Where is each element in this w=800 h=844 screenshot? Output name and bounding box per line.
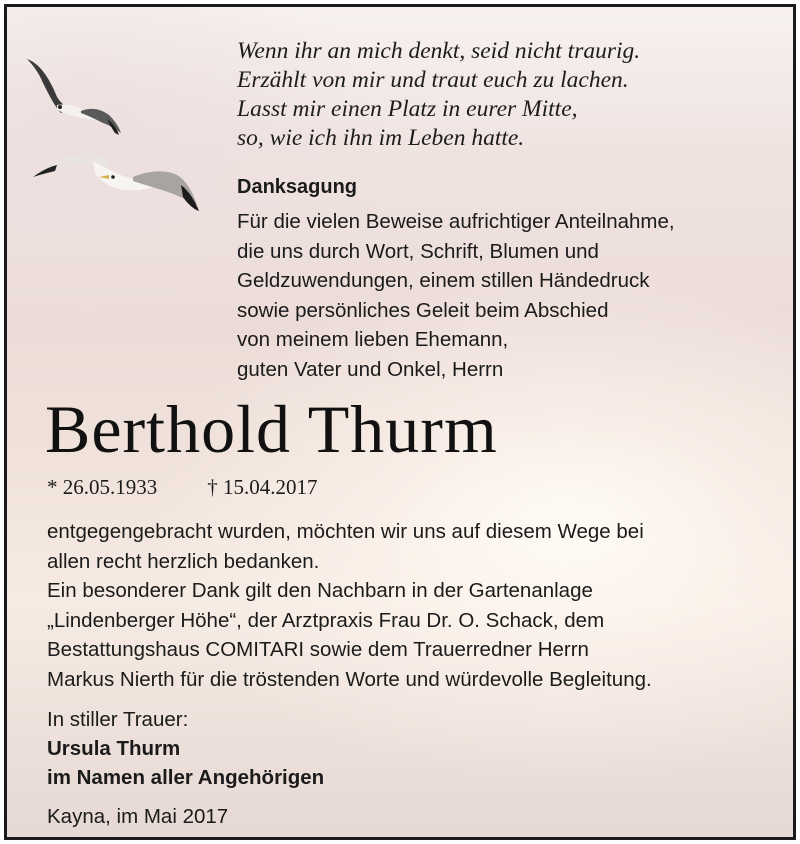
body-line: Markus Nierth für die tröstenden Worte und würdevolle Begleitung. — [47, 667, 652, 691]
thanks-line: Geldzuwendungen, einem stillen Händedruck — [237, 269, 650, 292]
thanks-line: sowie persönliches Geleit beim Abschied — [237, 298, 609, 322]
body-line: „Lindenberger Höhe“, der Arztpraxis Frau Dr. O. Schack, dem — [47, 608, 605, 632]
thanks-text — [237, 207, 675, 384]
poem-line: so, wie ich ihn im Leben hatte. — [237, 125, 525, 151]
signer-family: im Namen aller Angehörigen — [47, 766, 325, 789]
thanks-line: von meinem lieben Ehemann, — [237, 328, 509, 351]
thanks-line: die uns durch Wort, Schrift, Blumen und — [237, 239, 599, 263]
poem — [237, 37, 640, 153]
poem-line: Lasst mir einen Platz in eurer Mitte, — [237, 96, 578, 122]
signer-name: Ursula Thurm — [47, 737, 181, 760]
thanks-heading: Danksagung — [237, 176, 358, 198]
seagull-lower — [33, 153, 199, 211]
death-date: † 15.04.2017 — [207, 475, 318, 499]
obituary-card — [4, 4, 796, 840]
thanks-line: guten Vater und Onkel, Herrn — [237, 357, 504, 381]
seagulls-image — [21, 51, 211, 231]
deceased-name: Berthold Thurm — [45, 391, 498, 467]
body-text — [47, 517, 652, 694]
thanks-line: Für die vielen Beweise aufrichtiger Anteilnahme, — [237, 210, 675, 233]
body-line: entgegengebracht wurden, möchten wir uns auf diesem Wege bei — [47, 520, 644, 543]
birth-date: * 26.05.1933 — [47, 475, 158, 499]
life-dates — [47, 473, 318, 501]
mourning-signature — [47, 705, 324, 792]
place-date: Kayna, im Mai 2017 — [47, 805, 229, 828]
poem-line: Erzählt von mir und traut euch zu lachen. — [237, 67, 629, 93]
seagull-upper — [27, 59, 121, 135]
body-line: Ein besonderer Dank gilt den Nachbarn in der Gartenanlage — [47, 579, 593, 602]
mourning-intro: In stiller Trauer: — [47, 708, 189, 731]
poem-line: Wenn ihr an mich denkt, seid nicht traurig. — [237, 38, 641, 64]
body-line: allen recht herzlich bedanken. — [47, 549, 320, 573]
body-line: Bestattungshaus COMITARI sowie dem Trauerredner Herrn — [47, 638, 589, 661]
